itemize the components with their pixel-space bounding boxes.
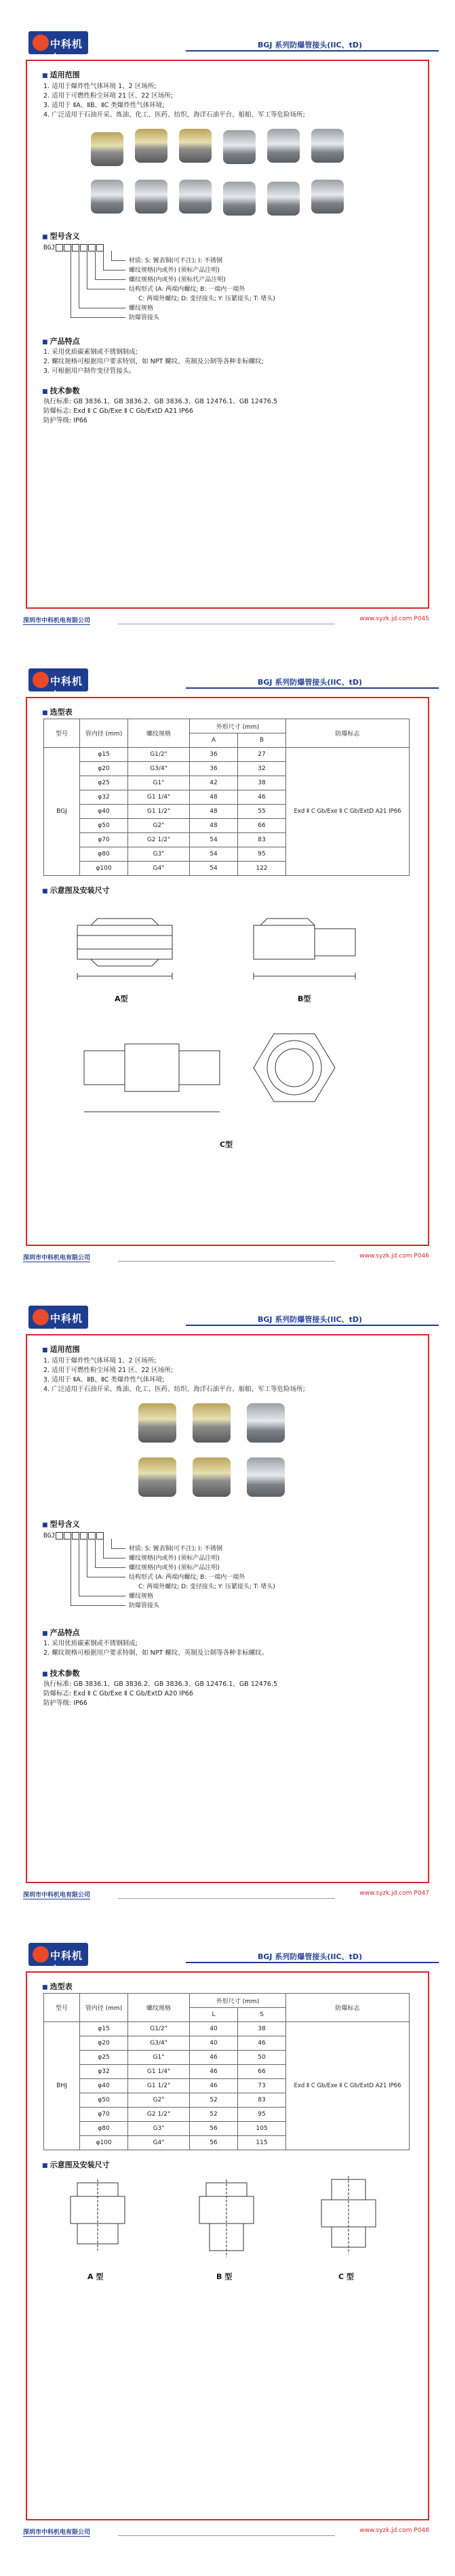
model-code: BGJ [43,244,104,251]
section-title-tech: ■ 技术参数 [42,1668,80,1678]
table-cell: 46 [190,2079,238,2093]
table-cell: G3" [128,847,190,862]
table-header: S [238,2008,286,2022]
table-cell: 48 [190,819,238,833]
table-header: 管内径 (mm) [80,719,128,748]
table-cell: 46 [190,2051,238,2065]
table-cell: 105 [238,2122,286,2136]
table-cell: 73 [238,2079,286,2093]
drawing-type-b [240,898,376,993]
table-cell: G1 1/4" [128,2065,190,2079]
model-meaning: C: 两端外螺纹; D: 变径接头; Y: 压紧接头; T: 堵头) [138,296,275,302]
table-cell: G1 1/2" [128,2079,190,2093]
table-cell: 46 [238,2036,286,2051]
table-cell: φ40 [80,805,128,819]
table-cell: 122 [238,862,286,876]
section-title-scope: ■ 适用范围 [42,69,80,80]
section-title-tech: ■ 技术参数 [42,385,80,396]
brand-logo: 中科机电 [28,31,88,54]
table-cell: 55 [238,805,286,819]
table-header: 型号 [44,1994,80,2022]
tech-line: 防护等级: IP66 [43,417,87,424]
catalog-page-3 [16,1302,439,1912]
page-title: BGJ 系列防爆管接头(IIC、tD) [258,1315,363,1324]
model-meaning: 螺纹规格(内或外) (须标产品注明) [129,267,220,274]
website-text: www.syzk.jd.com P048 [359,2527,429,2534]
tech-line: 执行标准: GB 3836.1、GB 3836.2、GB 3836.3、GB 12476.1、GB 12476.5 [43,1681,278,1688]
table-cell: 56 [190,2136,238,2150]
table-cell: Exd Ⅱ C Gb/Exe Ⅱ C Gb/ExtD A21 IP66 [286,748,410,876]
table-cell: 46 [238,790,286,805]
table-header: 防爆标志 [286,1994,410,2022]
tech-line: 防爆标志: Exd Ⅱ C Gb/Exe Ⅱ C Gb/ExtD A20 IP66 [43,1690,193,1697]
table-cell: φ100 [80,2136,128,2150]
website-text: www.syzk.jd.com P046 [359,1253,429,1260]
table-cell: 66 [238,819,286,833]
page-footer [16,616,439,629]
table-cell: φ70 [80,833,128,847]
brand-logo: 中科机电 [28,668,88,691]
table-cell: G3/4" [128,762,190,776]
section-title-table: ■ 选型表 [42,1981,73,1992]
company-name: 深圳市中科机电有限公司 [23,616,90,625]
drawing-label: B 型 [216,2272,233,2281]
drawing-type-c [77,1017,362,1132]
page-footer [16,2527,439,2541]
model-meaning: 材质: S: 镀表铜(可不注); I: 不锈钢 [129,1546,222,1552]
brand-logo: 中科机电 [28,1943,88,1966]
table-cell: G3" [128,2122,190,2136]
selection-table [43,1993,410,2150]
scope-line: 1. 适用于爆炸性气体环境 1、2 区场所; [43,83,157,90]
table-row [44,2022,410,2036]
table-cell: 36 [190,748,238,762]
model-meaning: 螺纹规格(内或外) (须标代产品注明) [129,277,226,283]
model-meaning: 防爆管接头 [129,315,160,321]
section-title-drawing: ■ 示意图及安装尺寸 [42,885,110,895]
table-cell: φ50 [80,2093,128,2108]
table-cell: φ70 [80,2108,128,2122]
selection-table [43,719,410,876]
drawing-label: C型 [220,1140,233,1149]
table-header: 外形尺寸 (mm) [190,1994,286,2008]
company-name: 深圳市中科机电有限公司 [23,1253,90,1262]
model-meaning: 螺纹规格(内或外) (须标产品注明) [129,1565,220,1571]
table-cell: 54 [190,862,238,876]
table-cell: 115 [238,2136,286,2150]
page-header [16,1302,439,1339]
website-text: www.syzk.jd.com P045 [359,616,429,622]
section-title-drawing: ■ 示意图及安装尺寸 [42,2159,110,2170]
table-cell: 56 [190,2122,238,2136]
model-meaning: 结构形式 (A: 两端内螺纹; B: 一端内一端外 [129,286,245,293]
table-cell: 48 [190,790,238,805]
page-footer [16,1253,439,1266]
table-cell: 38 [238,776,286,790]
table-header: 螺纹规格 [128,719,190,748]
table-cell: 52 [190,2108,238,2122]
model-meaning: 螺纹规格(内或外) (须标产品注明) [129,1555,220,1562]
feature-line: 2. 螺纹规格可根据用户要求特制，如 NPT 螺纹、英制及公制等各种非标螺纹。 [43,1649,269,1657]
table-cell: G4" [128,862,190,876]
table-cell: φ100 [80,862,128,876]
page-title: BGJ 系列防爆管接头(IIC、tD) [258,678,363,687]
table-cell: φ25 [80,2051,128,2065]
table-cell: 83 [238,833,286,847]
brand-logo: 中科机电 [28,1306,88,1329]
feature-line: 1. 采用优质碳素钢或不锈钢制成; [43,1640,138,1647]
table-cell: φ80 [80,2122,128,2136]
table-cell: G2" [128,819,190,833]
section-title-features: ■ 产品特点 [42,336,80,346]
table-header: 防爆标志 [286,719,410,748]
table-cell: 38 [238,2022,286,2036]
table-header: A [190,733,238,748]
table-cell: 95 [238,2108,286,2122]
table-cell: 83 [238,2093,286,2108]
drawing-type-c [301,2176,403,2264]
feature-line: 1. 采用优质碳素钢或不锈钢制成; [43,348,138,356]
table-cell: 48 [190,805,238,819]
table-header: 外形尺寸 (mm) [190,719,286,733]
tech-line: 防护等级: IP66 [43,1699,87,1707]
table-cell: φ15 [80,748,128,762]
table-cell: G1/2" [128,748,190,762]
scope-line: 2. 适用于可燃性粉尘环境 21 区、22 区场所; [43,1367,174,1374]
scope-line: 4. 广泛适用于石油开采、炼油、化工、医药、纺织、海洋石油平台、船舶、军工等危险场所; [43,111,305,119]
tech-line: 防爆标志: Exd Ⅱ C Gb/Exe Ⅱ C Gb/ExtD A21 IP66 [43,407,193,415]
table-cell: 50 [238,2051,286,2065]
scope-line: 3. 适用于 ⅡA、ⅡB、ⅡC 类爆炸性气体环境; [43,1376,165,1384]
table-row [44,748,410,762]
table-cell: 40 [190,2022,238,2036]
table-cell: G3/4" [128,2036,190,2051]
feature-line: 3. 可根据用户制作变径管接头。 [43,367,136,375]
company-name: 深圳市中科机电有限公司 [23,1890,90,1899]
table-cell: BHJ [44,2022,80,2150]
table-cell: φ20 [80,2036,128,2051]
page-header [16,1939,439,1976]
table-header: L [190,2008,238,2022]
table-cell: φ40 [80,2079,128,2093]
page-footer [16,1890,439,1904]
catalog-page-1 [16,27,439,637]
table-cell: φ80 [80,847,128,862]
model-meaning: 材质: S: 镀表铜(可不注); I: 不锈钢 [129,258,222,264]
scope-line: 1. 适用于爆炸性气体环境 1、2 区场所; [43,1357,157,1365]
drawing-label: A 型 [87,2272,104,2281]
table-cell: G4" [128,2136,190,2150]
website-text: www.syzk.jd.com P047 [359,1890,429,1897]
table-cell: 52 [190,2093,238,2108]
table-cell: G2 1/2" [128,2108,190,2122]
table-cell: φ25 [80,776,128,790]
table-cell: 54 [190,847,238,862]
page-number: P045 [414,616,429,622]
catalog-page-2 [16,664,439,1274]
table-cell: 36 [190,762,238,776]
scope-line: 4. 广泛适用于石油开采、炼油、化工、医药、纺织、海洋石油平台、船舶、军工等危险场所; [43,1386,305,1393]
table-cell: 40 [190,2036,238,2051]
table-cell: 66 [238,2065,286,2079]
model-meaning: 防爆管接头 [129,1603,160,1609]
model-meaning: C: 两端外螺纹; D: 变径接头; Y: 压紧接头; T: 堵头) [138,1584,275,1590]
model-code: BGJ [43,1532,104,1539]
model-meaning: 螺纹规格 [129,1593,154,1600]
table-header: 型号 [44,719,80,748]
table-cell: 42 [190,776,238,790]
table-cell: G1 1/4" [128,790,190,805]
section-title-scope: ■ 适用范围 [42,1344,80,1354]
page-header [16,664,439,702]
table-cell: G1/2" [128,2022,190,2036]
scope-line: 3. 适用于 ⅡA、ⅡB、ⅡC 类爆炸性气体环境; [43,102,165,109]
section-title-features: ■ 产品特点 [42,1627,80,1638]
table-cell: G1" [128,776,190,790]
drawing-label: A型 [115,994,128,1003]
company-name: 深圳市中科机电有限公司 [23,2527,90,2537]
section-title-table: ■ 选型表 [42,706,73,717]
page-number: P048 [414,2527,429,2534]
feature-line: 2. 螺纹规格可根据用户要求特别，如 NPT 螺纹、英制及公制等各种非标螺纹; [43,358,264,365]
table-cell: BGJ [44,748,80,876]
page-title: BGJ 系列防爆管接头(IIC、tD) [258,1952,363,1961]
tech-line: 执行标准: GB 3836.1、GB 3836.2、GB 3836.3、GB 12476.1、GB 12476.5 [43,398,278,405]
page-title: BGJ 系列防爆管接头(IIC、tD) [258,41,363,49]
section-title-model: ■ 型号含义 [42,1518,80,1529]
catalog-page-4 [16,1939,439,2549]
table-header: 螺纹规格 [128,1994,190,2022]
page-number: P046 [414,1253,429,1260]
table-header: 管内径 (mm) [80,1994,128,2022]
section-title-model: ■ 型号含义 [42,230,80,241]
table-cell: G2" [128,2093,190,2108]
table-cell: φ15 [80,2022,128,2036]
table-cell: G1 1/2" [128,805,190,819]
table-cell: φ32 [80,2065,128,2079]
table-cell: 32 [238,762,286,776]
table-cell: 95 [238,847,286,862]
table-cell: 27 [238,748,286,762]
table-cell: G1" [128,2051,190,2065]
table-cell: 46 [190,2065,238,2079]
drawing-label: B型 [298,994,311,1003]
page-number: P047 [414,1890,429,1897]
drawing-type-a [50,2176,152,2264]
drawing-type-a [57,898,193,993]
table-cell: φ50 [80,819,128,833]
table-header: B [238,733,286,748]
model-meaning: 螺纹规格 [129,305,154,312]
scope-line: 2. 适用于可燃性粉尘环境 21 区、22 区场所; [43,92,174,100]
table-cell: G2 1/2" [128,833,190,847]
table-cell: Exd Ⅱ C Gb/Exe Ⅱ C Gb/ExtD A21 IP66 [286,2022,410,2150]
table-cell: φ32 [80,790,128,805]
table-cell: 54 [190,833,238,847]
page-header [16,27,439,64]
model-meaning: 结构形式 (A: 两端内螺纹; B: 一端内一端外 [129,1574,245,1581]
drawing-type-b [179,2176,281,2264]
table-cell: φ20 [80,762,128,776]
drawing-label: C 型 [338,2272,354,2281]
